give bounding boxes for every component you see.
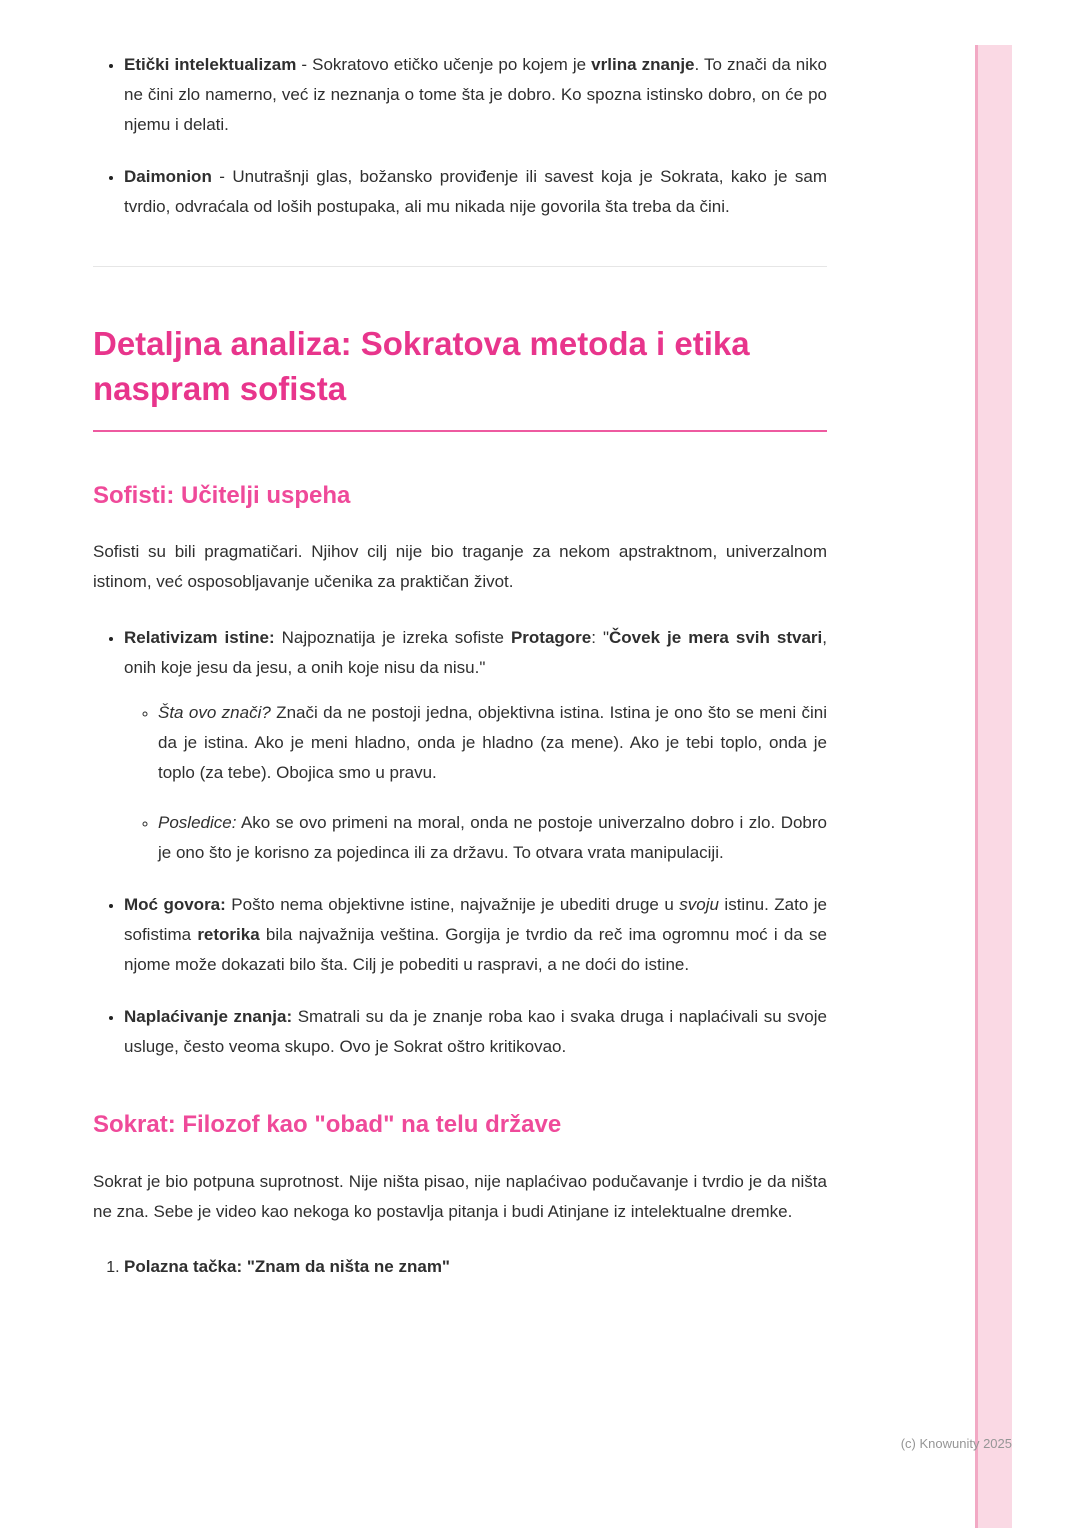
list-item-text: ◦ Posledice: Ako se ovo primeni na moral, onda ne postoje univerzalno dobro i zlo. Dobro je ono što je korisno za pojedinca ili za državu. To otvara vrata manipulaciji. — [158, 813, 827, 863]
document-content — [93, 0, 827, 1302]
list-item-text: • Daimonion - Unutrašnji glas, božansko proviđenje ili savest koja je Sokrata, kako je sam tvrdio, odvraćala od loših postupaka, ali mu nikada nije govorila šta treba da čini. — [124, 166, 827, 216]
sokrat-numbered-list — [93, 1252, 827, 1282]
footer-credit: (c) Knowunity 2025 — [900, 1436, 1012, 1451]
list-item-text: • Etički intelektualizam - Sokratovo etičko učenje po kojem je vrlina znanje. To znači da niko ne čini zlo namerno, već iz neznanja o tome šta je dobro. Ko spozna istinsko dobro, on će po njemu i delati. — [124, 55, 827, 134]
sub-list-item — [158, 698, 827, 788]
list-item-text: ◦ Šta ovo znači? Znači da ne postoji jedna, objektivna istina. Istina je ono što se meni čini da je istina. Ako je meni hladno, onda je hladno (za mene). Ako je tebi toplo, onda je toplo (za tebe). Obojica smo u pravu. — [158, 703, 827, 783]
list-item — [124, 890, 827, 980]
list-item-text: • Naplaćivanje znanja: Smatrali su da je znanje roba kao i svaka druga i naplaćivali su svoje usluge, često veoma skupo. Ovo je Sokrat oštro kritikovao. — [124, 1006, 827, 1056]
list-item — [124, 50, 827, 140]
section-heading-sofisti: Sofisti: Učitelji uspeha — [93, 481, 351, 509]
list-item — [124, 623, 827, 868]
list-item-text: • Relativizam istine: Najpoznatija je izreka sofiste Protagore: "Čovek je mera svih stvari, onih koje jesu da jesu, a onih koje nisu da nisu." — [124, 627, 828, 677]
sofisti-intro-paragraph: Sofisti su bili pragmatičari. Njihov cilj nije bio traganje za nekom apstraktnom, univerzalnom istinom, već osposobljavanje učenika za praktičan život. — [93, 541, 827, 591]
numbered-list-item — [124, 1252, 827, 1282]
page-edge-strip — [975, 45, 1012, 1528]
list-item — [124, 162, 827, 222]
sokrat-intro-paragraph: Sokrat je bio potpuna suprotnost. Nije ništa pisao, nije naplaćivao podučavanje i tvrdio je da ništa ne zna. Sebe je video kao nekoga ko postavlja pitanja i budi Atinjane iz intelektualne dremke. — [93, 1171, 827, 1221]
list-item — [124, 1002, 827, 1062]
sofisti-bullet-list — [93, 623, 827, 1062]
intro-bullet-list — [93, 50, 827, 222]
section-heading-sokrat: Sokrat: Filozof kao "obad" na telu države — [93, 1111, 562, 1139]
list-item-text: • Moć govora: Pošto nema objektivne istine, najvažnije je ubediti druge u svoju istinu. Zato je sofistima retorika bila najvažnija veština. Gorgija je tvrdio da reč ima ogromnu moć i da se njome može dokazati bilo šta. Cilj je pobediti u raspravi, a ne doći do istine. — [124, 894, 827, 974]
sub-bullet-list — [124, 698, 827, 868]
sub-list-item — [158, 808, 827, 868]
section-divider — [93, 266, 827, 267]
page-title: Detaljna analiza: Sokratova metoda i etika naspram sofista — [93, 321, 827, 432]
list-item-text: 1. Polazna tačka: "Znam da ništa ne znam" — [124, 1257, 450, 1277]
